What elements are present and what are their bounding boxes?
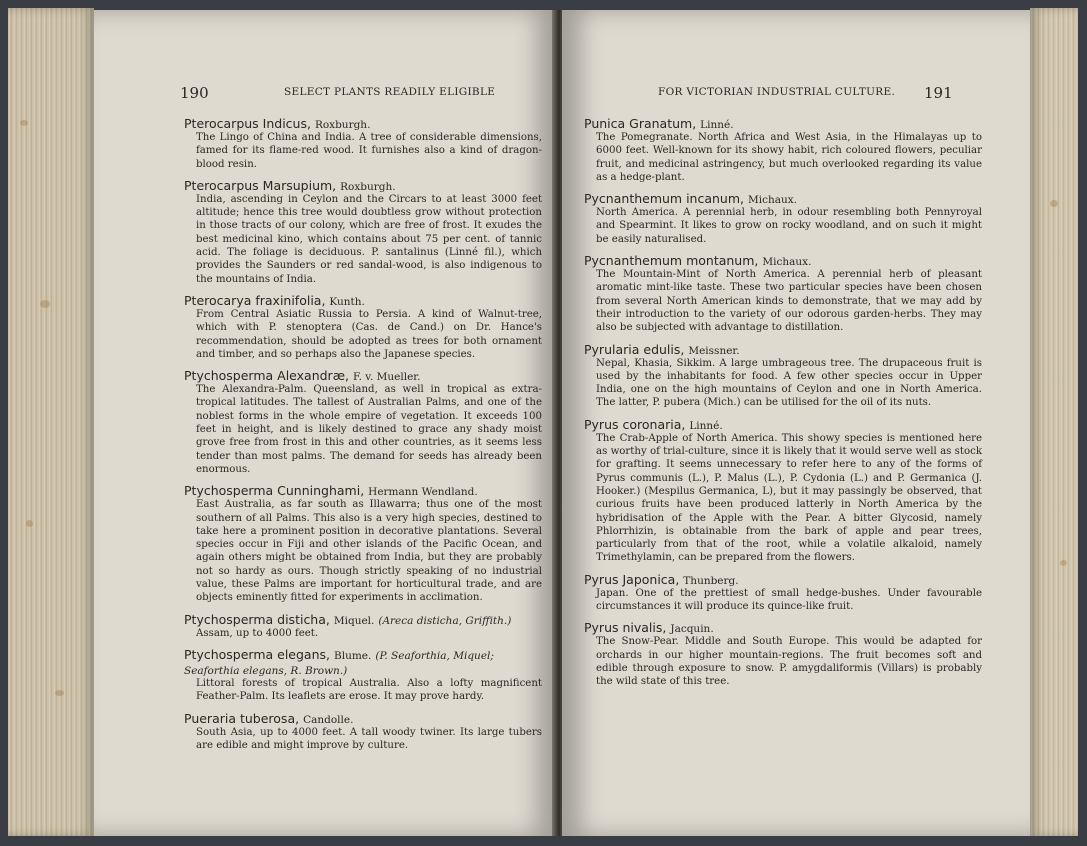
entry-heading [184,647,542,677]
plant-name: Ptychosperma disticha, [184,611,330,627]
plant-authority: Hermann Wendland. [368,486,478,499]
plant-authority: Meissner. [688,344,740,357]
foxing-spot [40,300,50,308]
plant-name: Pyrus nivalis, [584,620,667,636]
plant-authority: Michaux. [762,256,812,269]
foxing-spot [1060,560,1067,566]
plant-entry [184,178,542,286]
plant-entry [584,417,982,565]
plant-name: Pycnanthemum montanum, [584,253,759,269]
plant-authority: Jacquin. [670,623,714,636]
entry-heading [184,612,542,627]
plant-name: Punica Granatum, [584,116,697,131]
entry-heading [184,178,542,193]
plant-authority: F. v. Mueller. [352,371,421,384]
plant-name: Pyrularia edulis, [584,341,685,357]
plant-entry [584,572,982,614]
plant-authority: Blume. [334,649,372,662]
right-page [562,10,1030,836]
plant-authority: Kunth. [329,295,365,308]
entry-description: The Pomegranate. North Africa and West Asia, in the Himalayas up to 6000 feet. Well-known for its showy habit, rich coloured flowers, peculiar fruit, and medicinal astringency, but much overlooked regarding its value as a hedge-plant. [596,132,982,183]
plant-authority: Michaux. [747,194,798,207]
entry-heading [584,620,982,635]
entry-description: The Crab-Apple of North America. This showy species is mentioned here as worthy of trial-culture, since it is likely that it would serve well as stock for grafting. It seems unnecessary to refer here to any of the forms of Pyrus communis (L.), P. Malus (L.), P. Cydonia (L.) and P. Germanica (J. Hooker.) (Mespilus Germanica, L), but it may passingly be observed, that curious fruits have been produced latterly in North America by the hybridisation of the Apple with the Pear. A bitter Glycosid, namely Phlorrhizin, is obtainable from the bark of apple and pear trees, particularly from that of the root, while a volatile alkaloid, namely Trimethylamin, can be prepared from the flowers. [596,432,982,564]
entry-heading [584,191,982,206]
entry-description: East Australia, as far south as Illawarra; thus one of the most southern of all Palms. This also is a very high species, destined to take here a prominent position in decorative plantations. Several species occur in Fiji and other islands of the Pacific Ocean, and again others might be obtained from India, but they are probably not so hardy as ours. Though strictly speaking of no industrial value, these Palms are important for horticultural trade, and are objects eminently fitted for experiments in acclimation. [196,499,542,604]
plant-entry [184,711,542,753]
plant-entry [184,293,542,361]
synonym-note: (P. Seaforthia, Miquel; Seaforthia elegans, R. Brown.) [184,649,494,677]
page-number: 190 [180,84,209,102]
plant-name: Pyrus Japonica, [584,571,680,587]
left-page [94,10,556,836]
plant-authority: Roxburgh. [340,180,396,193]
entry-heading [184,483,542,498]
plant-authority: Miquel. [333,614,375,627]
foxing-spot [1050,200,1058,207]
plant-entry [584,191,982,246]
entry-heading [584,342,982,357]
plant-entry [184,368,542,476]
foxing-spot [55,690,64,696]
plant-name: Ptychosperma Cunninghami, [184,483,365,499]
plant-entry [184,483,542,604]
entry-heading [584,417,982,432]
plant-authority: Roxburgh. [314,119,371,131]
entry-description: From Central Asiatic Russia to Persia. A kind of Walnut-tree, which with P. stenoptera (Cas. de Cand.) on Dr. Hance's recommendation, should be adopted as trees for both ornament and timber, and so perhaps also the Japanese species. [196,308,542,360]
running-head: SELECT PLANTS READILY ELIGIBLE [284,86,496,98]
entry-description: The Alexandra-Palm. Queensland, as well in tropical as extra-tropical latitudes. The tallest of Australian Palms, and one of the noblest forms in the whole empire of vegetation. It exceeds 100 feet in height, and is likely destined to grace any shady moist grove free from frost in this and other countries, as it seems less tender than most palms. The demand for seeds has already been enormous. [196,384,542,475]
entry-heading [184,293,542,308]
plant-entry [184,647,542,704]
plant-entry [584,342,982,410]
entry-description: The Snow-Pear. Middle and South Europe. This would be adapted for orchards in our higher mountain-regions. The fruit becomes soft and edible through exposure to snow. P. amygdaliformis (Villars) is probably the wild state of this tree. [596,636,982,688]
running-head: FOR VICTORIAN INDUSTRIAL CULTURE. [658,86,896,98]
entry-description: Littoral forests of tropical Australia. Also a lofty magnificent Feather-Palm. Its leaflets are erose. It may prove hardy. [196,677,542,703]
right-page-edges [1030,8,1078,836]
plant-authority: Linné. [689,419,723,432]
plant-entry [584,116,982,184]
foxing-spot [26,520,33,527]
entry-description: North America. A perennial herb, in odour resembling both Pennyroyal and Spearmint. It likes to grow on rocky woodland, and on such it might be easily naturalised. [596,207,982,245]
plant-name: Pterocarya fraxinifolia, [184,292,326,308]
plant-name: Pterocarpus Indicus, [184,116,311,131]
entry-description: South Asia, up to 4000 feet. A tall woody twiner. Its large tubers are edible and might improve by culture. [196,726,542,751]
entry-heading [184,368,542,383]
foxing-spot [20,120,28,126]
plant-authority: Linné. [700,119,734,131]
entry-list [184,116,542,759]
entry-heading [184,116,542,131]
plant-name: Pyrus coronaria, [584,416,686,432]
plant-authority: Thunberg. [683,574,739,587]
entry-description: Assam, up to 4000 feet. [196,627,319,639]
entry-description: Nepal, Khasia, Sikkim. A large umbrageous tree. The drupaceous fruit is used by the inhabitants for food. A few other species occur in Upper India, one on the high mountains of Ceylon and one in North America. The latter, P. pubera (Mich.) can be utilised for the oil of its nuts. [596,357,982,409]
plant-name: Ptychosperma Alexandræ, [184,368,349,384]
entry-list [584,116,982,696]
entry-description: The Lingo of China and India. A tree of considerable dimensions, famed for its flame-red wood. It furnishes also a kind of dragon-blood resin. [196,132,542,170]
entry-description: India, ascending in Ceylon and the Circars to at least 3000 feet altitude; hence this tree would doubtless grow without protection in those tracts of our colony, which are free of frost. It exudes the best medicinal kino, which contains about 75 per cent. of tannic acid. The foliage is deciduous. P. santalinus (Linné fil.), which provides the Saunders or red sandal-wood, is also indigenous to the mountains of India. [196,193,542,285]
entry-heading [184,711,542,726]
entry-heading [584,572,982,587]
plant-name: Ptychosperma elegans, [184,646,331,662]
plant-name: Pterocarpus Marsupium, [184,177,337,193]
entry-heading [584,253,982,268]
entry-heading [584,116,982,131]
plant-entry [184,116,542,171]
page-number: 191 [924,84,953,102]
plant-name: Pycnanthemum incanum, [584,191,744,207]
plant-entry [584,253,982,334]
left-page-edges [8,8,94,836]
plant-entry [184,612,542,640]
plant-name: Pueraria tuberosa, [184,710,300,726]
plant-entry [584,620,982,688]
entry-description: The Mountain-Mint of North America. A perennial herb of pleasant aromatic mint-like taste. These two particular species have been chosen from several North American kinds to demonstrate, that we may add by their introduction to the variety of our odorous garden-herbs. They may also be subjected with advantage to distillation. [596,269,982,334]
plant-authority: Candolle. [303,713,354,726]
synonym-note: (Areca disticha, Griffith.) [378,614,512,627]
entry-description: Japan. One of the prettiest of small hedge-bushes. Under favourable circumstances it will produce its quince-like fruit. [596,587,982,613]
